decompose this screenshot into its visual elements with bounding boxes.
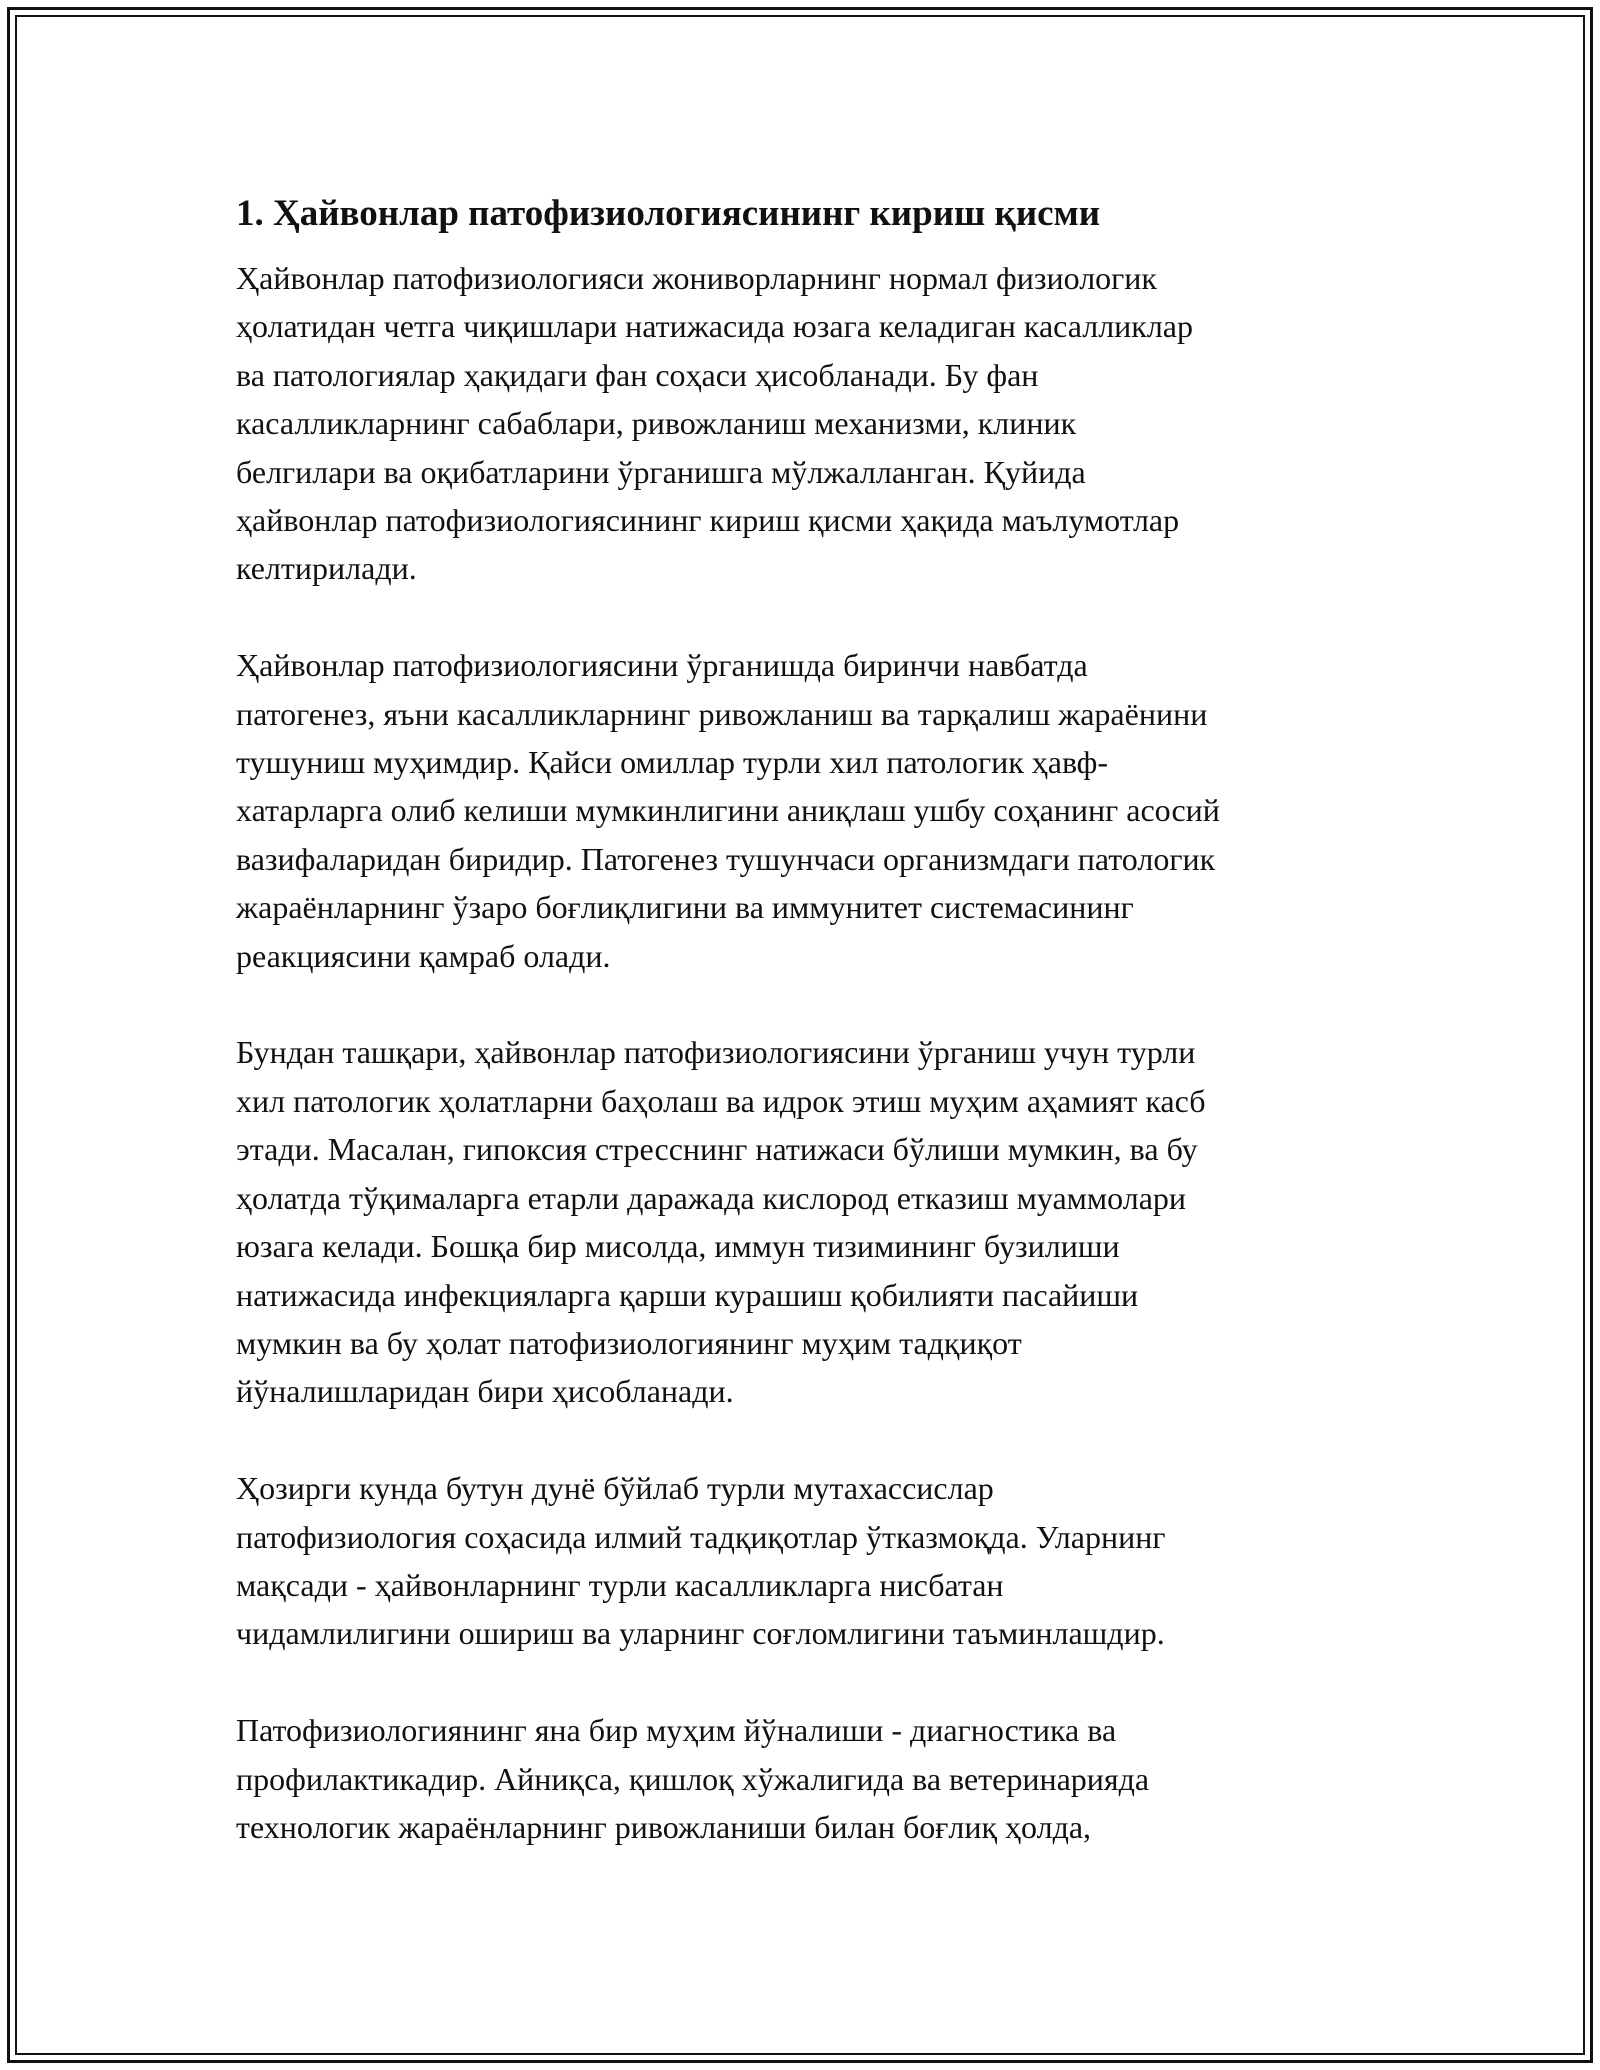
text-line: юзага келади. Бошқа бир мисолда, иммун тизимининг бузилиши [236, 1228, 1120, 1265]
text-line: мумкин ва бу ҳолат патофизиологиянинг муҳим тадқиқот [236, 1324, 1022, 1361]
text-line: ҳолатда тўқималарга етарли даражада кислород етказиш муаммолари [236, 1179, 1187, 1216]
text-line: мақсади - ҳайвонларнинг турли касалликларга нисбатан [236, 1566, 1004, 1603]
text-line: ҳайвонлар патофизиологиясининг кириш қисми ҳақида маълумотлар [236, 502, 1180, 539]
paragraph-5 [236, 1706, 1376, 1851]
text-line: тушуниш муҳимдир. Қайси омиллар турли хил патологик ҳавф- [236, 744, 1109, 781]
text-line: хил патологик ҳолатларни баҳолаш ва идрок этиш муҳим аҳамият касб [236, 1082, 1206, 1119]
document-body [236, 186, 1376, 1900]
text-line: келтирилади. [236, 550, 417, 587]
text-line: реакциясини қамраб олади. [236, 937, 611, 974]
text-line: Ҳозирги кунда бутун дунё бўйлаб турли мутахассислар [236, 1470, 994, 1507]
text-line: натижасида инфекцияларга қарши курашиш қобилияти пасайиши [236, 1276, 1139, 1313]
text-line: йўналишларидан бири ҳисобланади. [236, 1373, 734, 1410]
text-line: жараёнларнинг ўзаро боғлиқлигини ва иммунитет системасининг [236, 889, 1134, 926]
paragraph-3 [236, 1028, 1376, 1415]
section-heading: 1. Ҳайвонлар патофизиологиясининг кириш қисми [236, 193, 1101, 234]
paragraph-1 [236, 254, 1376, 593]
text-line: Ҳайвонлар патофизиологиясини ўрганишда биринчи навбатда [236, 647, 1088, 684]
text-line: профилактикадир. Айниқса, қишлоқ хўжалигида ва ветеринарияда [236, 1760, 1150, 1797]
text-line: Патофизиологиянинг яна бир муҳим йўналиши - диагностика ва [236, 1712, 1117, 1749]
text-line: вазифаларидан биридир. Патогенез тушунчаси организмдаги патологик [236, 840, 1216, 877]
paragraph-4 [236, 1464, 1376, 1658]
paragraph-2 [236, 641, 1376, 980]
text-line: чидамлилигини ошириш ва уларнинг соғломлигини таъминлашдир. [236, 1615, 1165, 1652]
text-line: этади. Масалан, гипоксия стресснинг натижаси бўлиши мумкин, ва бу [236, 1131, 1198, 1168]
text-line: патогенез, яъни касалликларнинг ривожланиш ва тарқалиш жараёнини [236, 695, 1208, 732]
text-line: ҳолатидан четга чиқишлари натижасида юзага келадиган касалликлар [236, 308, 1193, 345]
text-line: белгилари ва оқибатларини ўрганишга мўлжалланган. Қуйида [236, 453, 1086, 490]
text-line: ва патологиялар ҳақидаги фан соҳаси ҳисобланади. Бу фан [236, 356, 1039, 393]
text-line: хатарларга олиб келиши мумкинлигини аниқлаш ушбу соҳанинг асосий [236, 792, 1220, 829]
text-line: технологик жараёнларнинг ривожланиши билан боғлиқ ҳолда, [236, 1808, 1092, 1845]
text-line: Бундан ташқари, ҳайвонлар патофизиологиясини ўрганиш учун турли [236, 1034, 1196, 1071]
text-line: Ҳайвонлар патофизиологияси жониворларнинг нормал физиологик [236, 260, 1157, 296]
text-line: патофизиология соҳасида илмий тадқиқотлар ўтказмоқда. Уларнинг [236, 1518, 1166, 1555]
text-line: касалликларнинг сабаблари, ривожланиш механизми, клиник [236, 405, 1077, 442]
